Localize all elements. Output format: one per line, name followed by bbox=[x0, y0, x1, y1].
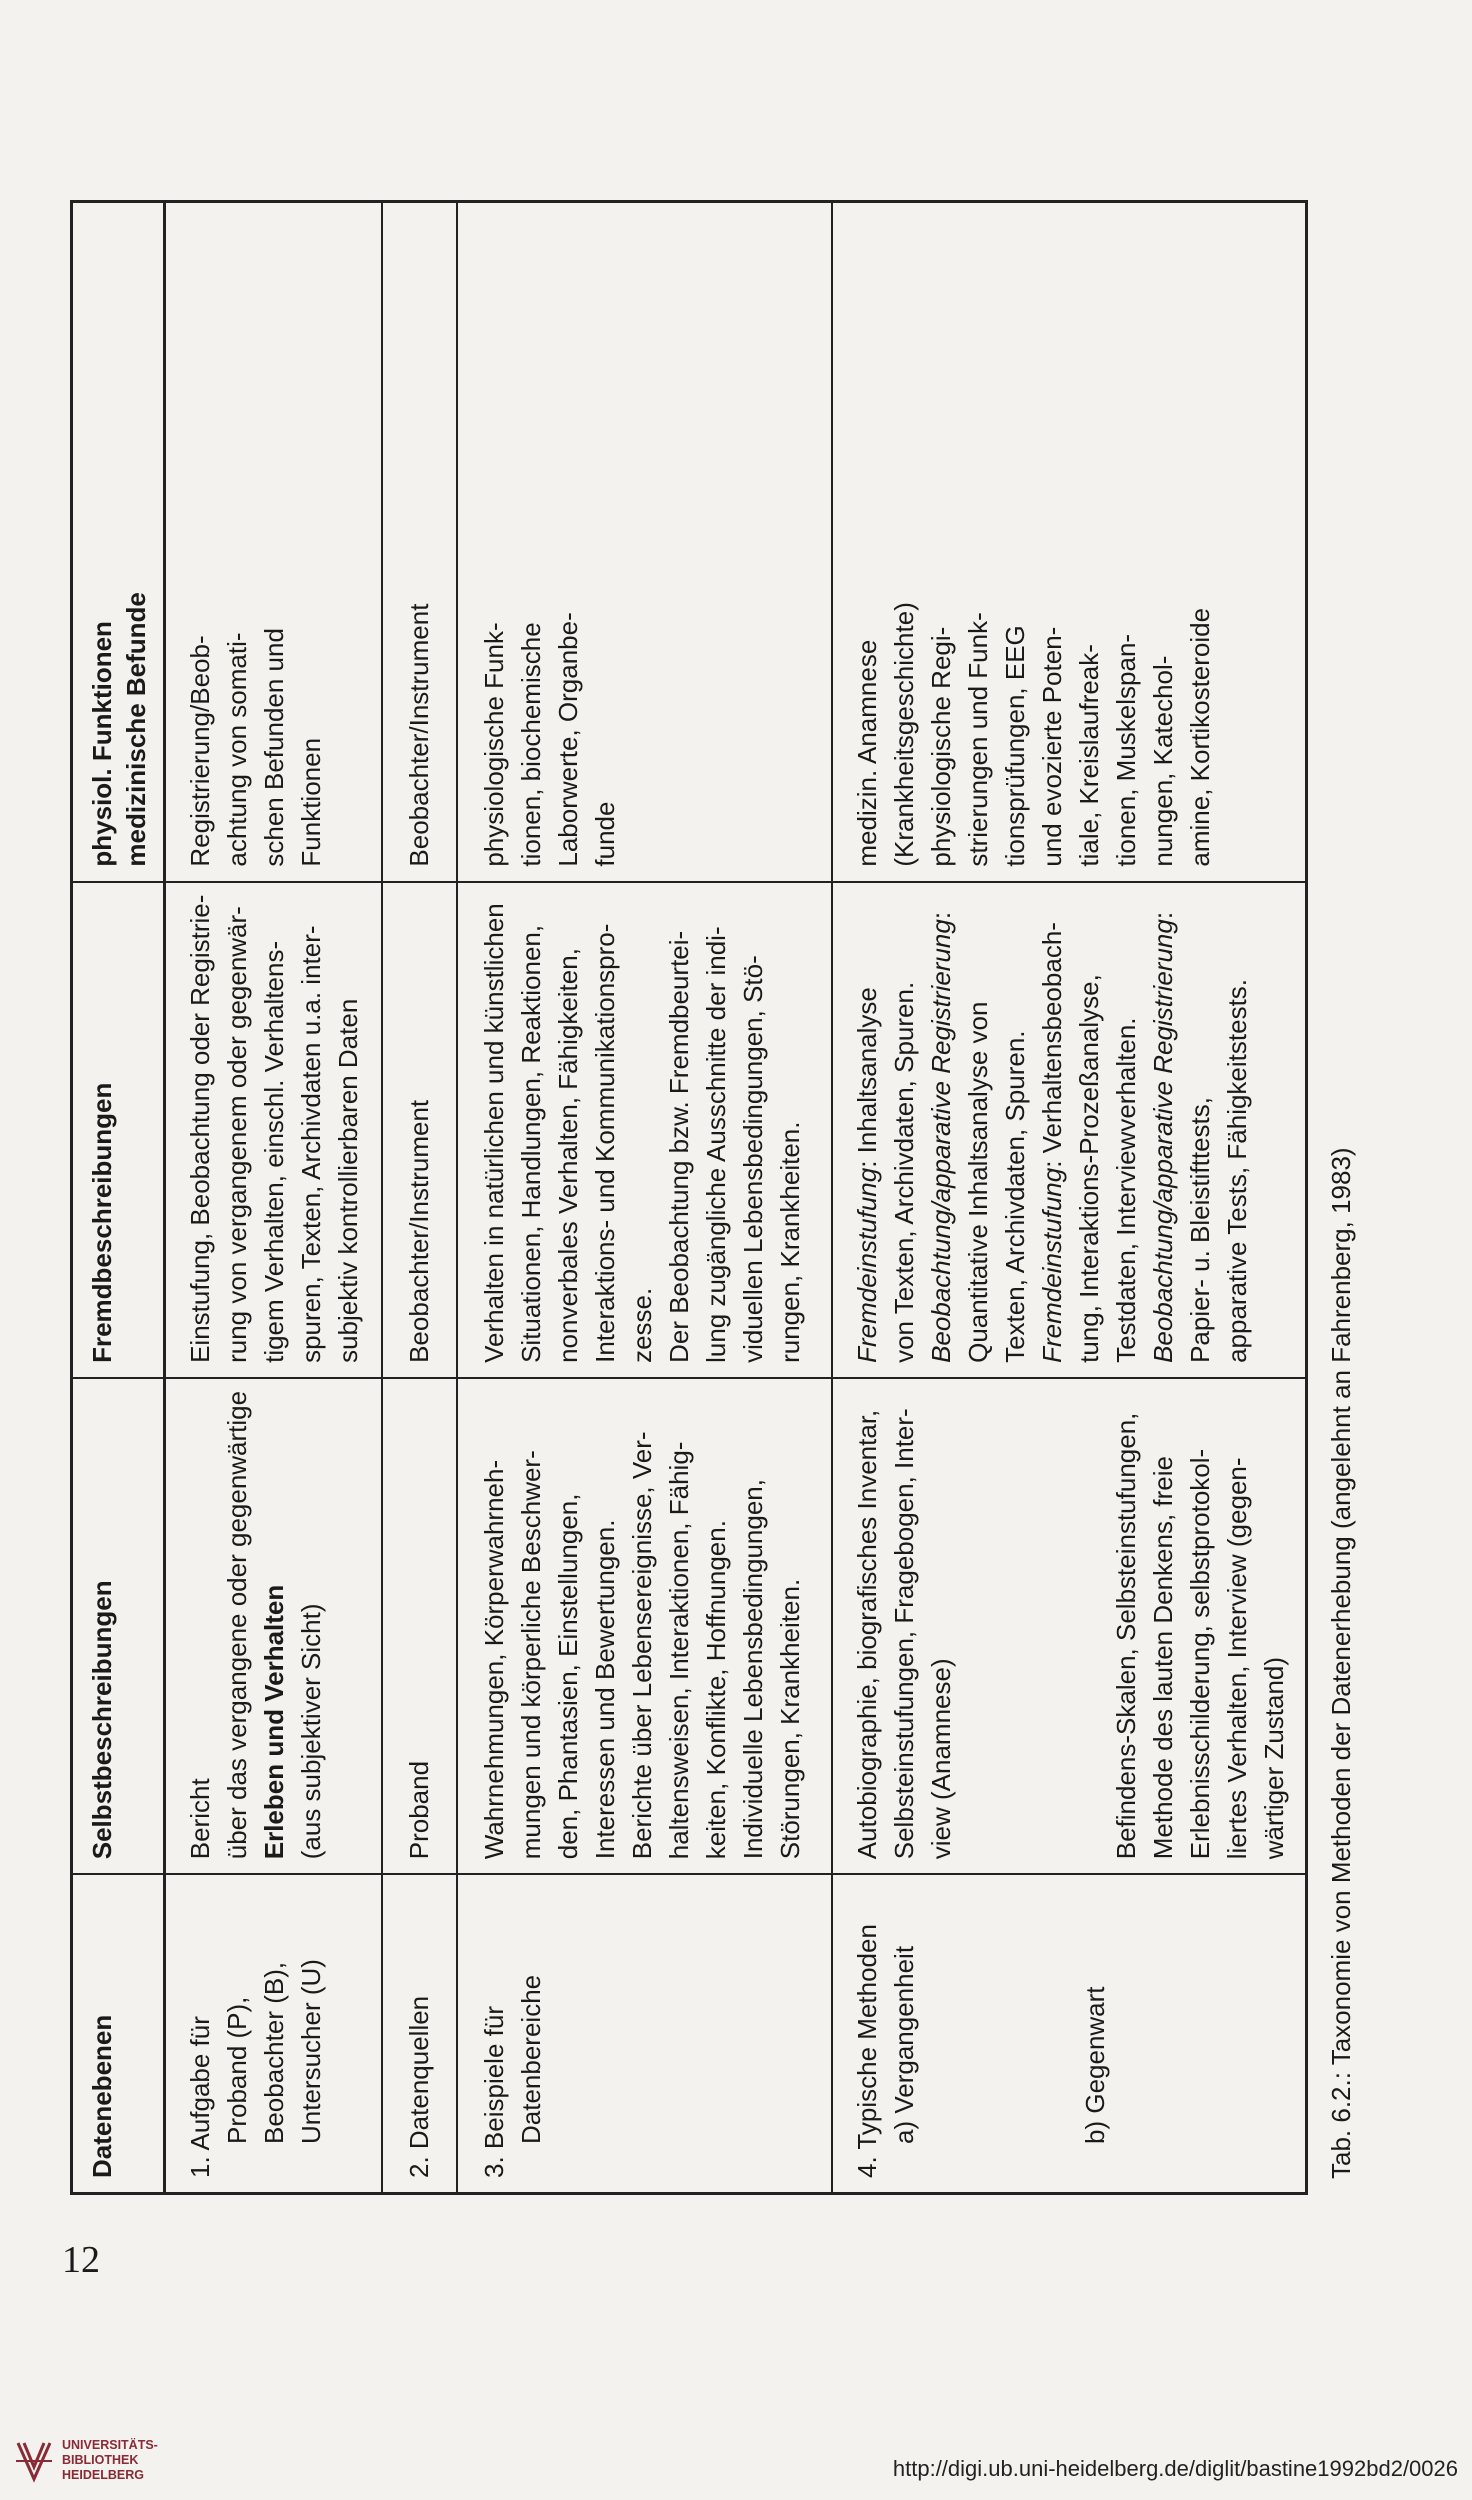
cell-level: 2. Datenquellen bbox=[382, 1874, 457, 2193]
table-row bbox=[457, 202, 832, 2194]
cell-other: Beobachter/Instrument bbox=[382, 882, 457, 1378]
library-crest-icon bbox=[14, 2439, 54, 2483]
header-selbstbeschreibungen: Selbstbeschreibungen bbox=[72, 1378, 165, 1874]
taxonomy-table bbox=[70, 200, 1308, 2195]
cell-other: Verhalten in natürlichen und künstlichen Situationen, Handlungen, Reaktionen, nonverbales Verhalten, Fähigkeiten, Interaktions- und Kommunikationspro- zesse. Der Beobachtung bzw. Fremdbeurtei- lung zugängliche Ausschnitte der indi- viduellen Lebensbedingungen, Stö- rungen, Krankheiten. bbox=[457, 882, 832, 1378]
library-name: UNIVERSITÄTS- BIBLIOTHEK HEIDELBERG bbox=[62, 2438, 158, 2482]
cell-level: 1. Aufgabe für Proband (P), Beobachter (B), Untersucher (U) bbox=[165, 1874, 383, 2193]
source-url[interactable]: http://digi.ub.uni-heidelberg.de/diglit/bastine1992bd2/0026 bbox=[892, 2456, 1458, 2481]
cell-self: Proband bbox=[382, 1378, 457, 1874]
header-physiologisch: physiol. Funktionen medizinische Befunde bbox=[72, 202, 165, 882]
cell-physio: medizin. Anamnese (Krankheitsgeschichte) physiologische Regi- strierungen und Funk- tionsprüfungen, EEG und evozierte Poten- tiale, Kreislaufreak- tionen, Muskelspan- nungen, Katechol- amine, Kortikosteroide bbox=[832, 202, 1307, 882]
cell-level: 4. Typische Methoden a) Vergangenheit b) Gegenwart bbox=[832, 1874, 1307, 2193]
cell-physio: Beobachter/Instrument bbox=[382, 202, 457, 882]
page-number: 12 bbox=[62, 2239, 100, 2281]
cell-physio: physiologische Funk- tionen, biochemische Laborwerte, Organbe- funde bbox=[457, 202, 832, 882]
cell-self: Bericht über das vergangene oder gegenwärtige Erleben und Verhalten (aus subjektiver Sicht) bbox=[165, 1378, 383, 1874]
rotated-table-block bbox=[70, 200, 1356, 2195]
library-logo bbox=[14, 2438, 158, 2483]
table-header-row bbox=[72, 202, 165, 2194]
table-caption: Tab. 6.2.: Taxonomie von Methoden der Datenerhebung (angelehnt an Fahrenberg, 1983) bbox=[1326, 1147, 1356, 2179]
table-row bbox=[165, 202, 383, 2194]
table-row bbox=[382, 202, 457, 2194]
cell-other: Einstufung, Beobachtung oder Registrie- rung von vergangenem oder gegenwär- tigem Verhalten, einschl. Verhaltens- spuren, Texten, Archivdaten u.a. inter- subjektiv kontrollierbaren Daten bbox=[165, 882, 383, 1378]
header-datenebenen: Datenebenen bbox=[72, 1874, 165, 2193]
cell-level: 3. Beispiele für Datenbereiche bbox=[457, 1874, 832, 2193]
cell-self: Wahrnehmungen, Körperwahrneh- mungen und körperliche Beschwer- den, Phantasien, Einstellungen, Interessen und Bewertungen. Berichte über Lebensereignisse, Ver- haltensweisen, Interaktionen, Fähig- keiten, Konflikte, Hoffnungen. Individuelle Lebensbedingungen, Störungen, Krankheiten. bbox=[457, 1378, 832, 1874]
table-row bbox=[832, 202, 1307, 2194]
cell-self: Autobiographie, biografisches Inventar, Selbsteinstufungen, Fragebogen, Inter- view (Anamnese) Befindens-Skalen, Selbsteinstufungen, Methode des lauten Denkens, freie Erlebnisschilderung, selbstprotokol- liertes Verhalten, Interview (gegen- wärtiger Zustand) bbox=[832, 1378, 1307, 1874]
cell-other: Fremdeinstufung: Inhaltsanalyse von Texten, Archivdaten, Spuren. Beobachtung/apparative Registrierung: Quantitative Inhaltsanalyse von Texten, Archivdaten, Spuren. Fremdeinstufung: Verhaltensbeobach- tung, Interaktions-Prozeßanalyse, Testdaten, Interviewverhalten. Beobachtung/apparative Registrierung: Papier- u. Bleistifttests, apparative Tests, Fähigkeitstests. bbox=[832, 882, 1307, 1378]
cell-physio: Registrierung/Beob- achtung von somati- schen Befunden und Funktionen bbox=[165, 202, 383, 882]
header-fremdbeschreibungen: Fremdbeschreibungen bbox=[72, 882, 165, 1378]
